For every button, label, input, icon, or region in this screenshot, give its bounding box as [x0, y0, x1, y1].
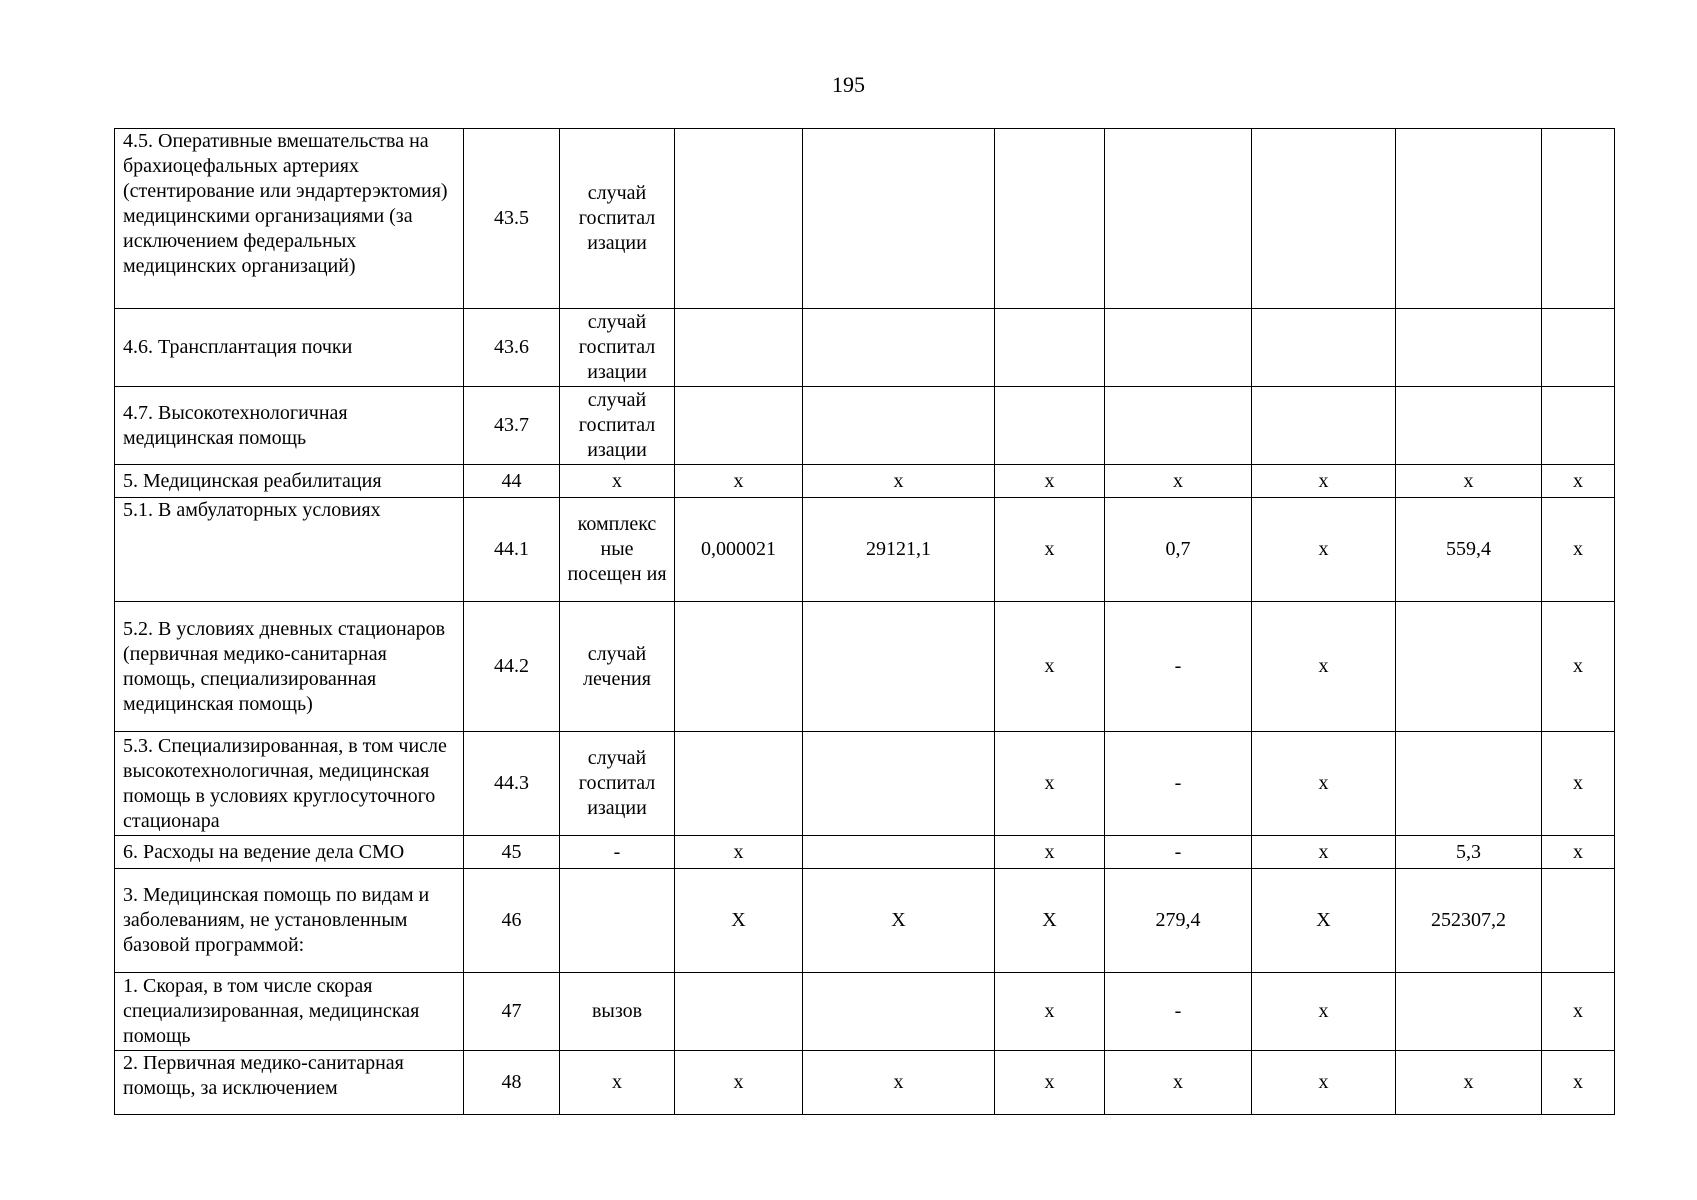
value-cell	[1252, 129, 1396, 309]
value-cell	[803, 602, 995, 732]
value-cell: х	[1105, 465, 1252, 498]
line-number-cell: 46	[464, 869, 560, 973]
value-cell: х	[1542, 732, 1615, 836]
value-cell: 0,000021	[675, 498, 803, 602]
value-cell: -	[1105, 602, 1252, 732]
value-cell: х	[1542, 973, 1615, 1051]
unit-cell: случай госпитал изации	[560, 387, 675, 465]
value-cell	[1542, 869, 1615, 973]
value-cell: х	[1252, 836, 1396, 869]
data-table	[114, 128, 1615, 1115]
value-cell: х	[1542, 836, 1615, 869]
unit-cell: -	[560, 836, 675, 869]
row-name-cell: 5.1. В амбулаторных условиях	[115, 498, 464, 602]
unit-cell: случай госпитал изации	[560, 129, 675, 309]
value-cell: 0,7	[1105, 498, 1252, 602]
page-number: 195	[832, 72, 865, 97]
value-cell	[1252, 309, 1396, 387]
value-cell	[803, 129, 995, 309]
unit-cell: случай госпитал изации	[560, 732, 675, 836]
value-cell: х	[1542, 498, 1615, 602]
value-cell: х	[1542, 1051, 1615, 1115]
line-number-cell: 43.5	[464, 129, 560, 309]
row-name-cell: 1. Скорая, в том числе скорая специализированная, медицинская помощь	[115, 973, 464, 1051]
row-name-cell: 5. Медицинская реабилитация	[115, 465, 464, 498]
table-row	[115, 498, 1615, 602]
value-cell	[1396, 602, 1542, 732]
line-number-cell: 47	[464, 973, 560, 1051]
value-cell: X	[803, 869, 995, 973]
value-cell: 29121,1	[803, 498, 995, 602]
value-cell	[1542, 309, 1615, 387]
value-cell	[1252, 387, 1396, 465]
value-cell	[803, 387, 995, 465]
value-cell	[1396, 387, 1542, 465]
value-cell: X	[675, 869, 803, 973]
value-cell	[995, 309, 1105, 387]
value-cell: -	[1105, 973, 1252, 1051]
value-cell	[1396, 129, 1542, 309]
value-cell: х	[1252, 1051, 1396, 1115]
row-name-cell: 5.2. В условиях дневных стационаров (первичная медико-санитарная помощь, специализированная медицинская помощь)	[115, 602, 464, 732]
value-cell: х	[995, 602, 1105, 732]
table-row	[115, 836, 1615, 869]
value-cell	[675, 387, 803, 465]
value-cell	[995, 387, 1105, 465]
unit-cell: х	[560, 1051, 675, 1115]
unit-cell: комплекс ные посещен ия	[560, 498, 675, 602]
line-number-cell: 45	[464, 836, 560, 869]
value-cell: х	[675, 1051, 803, 1115]
value-cell: х	[995, 973, 1105, 1051]
value-cell: X	[1252, 869, 1396, 973]
value-cell: х	[995, 465, 1105, 498]
line-number-cell: 48	[464, 1051, 560, 1115]
row-name-cell: 4.7. Высокотехнологичная медицинская помощь	[115, 387, 464, 465]
value-cell: х	[1542, 602, 1615, 732]
value-cell: х	[1252, 498, 1396, 602]
value-cell	[803, 836, 995, 869]
value-cell: 252307,2	[1396, 869, 1542, 973]
value-cell	[803, 973, 995, 1051]
row-name-cell: 6. Расходы на ведение дела СМО	[115, 836, 464, 869]
value-cell	[1396, 973, 1542, 1051]
value-cell: х	[1396, 1051, 1542, 1115]
value-cell	[1396, 732, 1542, 836]
value-cell: х	[995, 732, 1105, 836]
table-row	[115, 465, 1615, 498]
line-number-cell: 44	[464, 465, 560, 498]
unit-cell	[560, 869, 675, 973]
value-cell: х	[1252, 602, 1396, 732]
row-name-cell: 5.3. Специализированная, в том числе высокотехнологичная, медицинская помощь в условиях круглосуточного стационара	[115, 732, 464, 836]
line-number-cell: 44.3	[464, 732, 560, 836]
value-cell	[675, 602, 803, 732]
line-number-cell: 44.2	[464, 602, 560, 732]
row-name-cell: 2. Первичная медико-санитарная помощь, за исключением	[115, 1051, 464, 1115]
value-cell	[675, 732, 803, 836]
value-cell	[675, 973, 803, 1051]
value-cell: х	[1252, 732, 1396, 836]
value-cell	[1105, 387, 1252, 465]
value-cell: 279,4	[1105, 869, 1252, 973]
value-cell	[675, 129, 803, 309]
unit-cell: случай лечения	[560, 602, 675, 732]
unit-cell: случай госпитал изации	[560, 309, 675, 387]
row-name-cell: 4.5. Оперативные вмешательства на брахиоцефальных артериях (стентирование или эндартерэктомия) медицинскими организациями (за исключением федеральных медицинских организаций)	[115, 129, 464, 309]
value-cell	[1105, 309, 1252, 387]
value-cell: -	[1105, 836, 1252, 869]
table-row	[115, 602, 1615, 732]
unit-cell: х	[560, 465, 675, 498]
value-cell	[1542, 387, 1615, 465]
table-row	[115, 1051, 1615, 1115]
value-cell	[803, 732, 995, 836]
value-cell: 559,4	[1396, 498, 1542, 602]
value-cell: х	[995, 836, 1105, 869]
row-name-cell: 3. Медицинская помощь по видам и заболеваниям, не установленным базовой программой:	[115, 869, 464, 973]
value-cell	[675, 309, 803, 387]
value-cell: 5,3	[1396, 836, 1542, 869]
value-cell: х	[1396, 465, 1542, 498]
table-row	[115, 129, 1615, 309]
value-cell: х	[675, 465, 803, 498]
table-row	[115, 387, 1615, 465]
value-cell: х	[995, 498, 1105, 602]
value-cell: х	[1542, 465, 1615, 498]
value-cell: х	[1105, 1051, 1252, 1115]
unit-cell: вызов	[560, 973, 675, 1051]
table-row	[115, 973, 1615, 1051]
value-cell	[1542, 129, 1615, 309]
value-cell: х	[1252, 973, 1396, 1051]
value-cell: х	[803, 465, 995, 498]
table-row	[115, 869, 1615, 973]
row-name-cell: 4.6. Трансплантация почки	[115, 309, 464, 387]
value-cell: X	[995, 869, 1105, 973]
table-row	[115, 309, 1615, 387]
line-number-cell: 44.1	[464, 498, 560, 602]
value-cell: х	[803, 1051, 995, 1115]
value-cell	[1396, 309, 1542, 387]
line-number-cell: 43.7	[464, 387, 560, 465]
value-cell: х	[995, 1051, 1105, 1115]
value-cell	[995, 129, 1105, 309]
value-cell: -	[1105, 732, 1252, 836]
value-cell: х	[1252, 465, 1396, 498]
line-number-cell: 43.6	[464, 309, 560, 387]
value-cell	[803, 309, 995, 387]
table-row	[115, 732, 1615, 836]
value-cell	[1105, 129, 1252, 309]
value-cell: х	[675, 836, 803, 869]
